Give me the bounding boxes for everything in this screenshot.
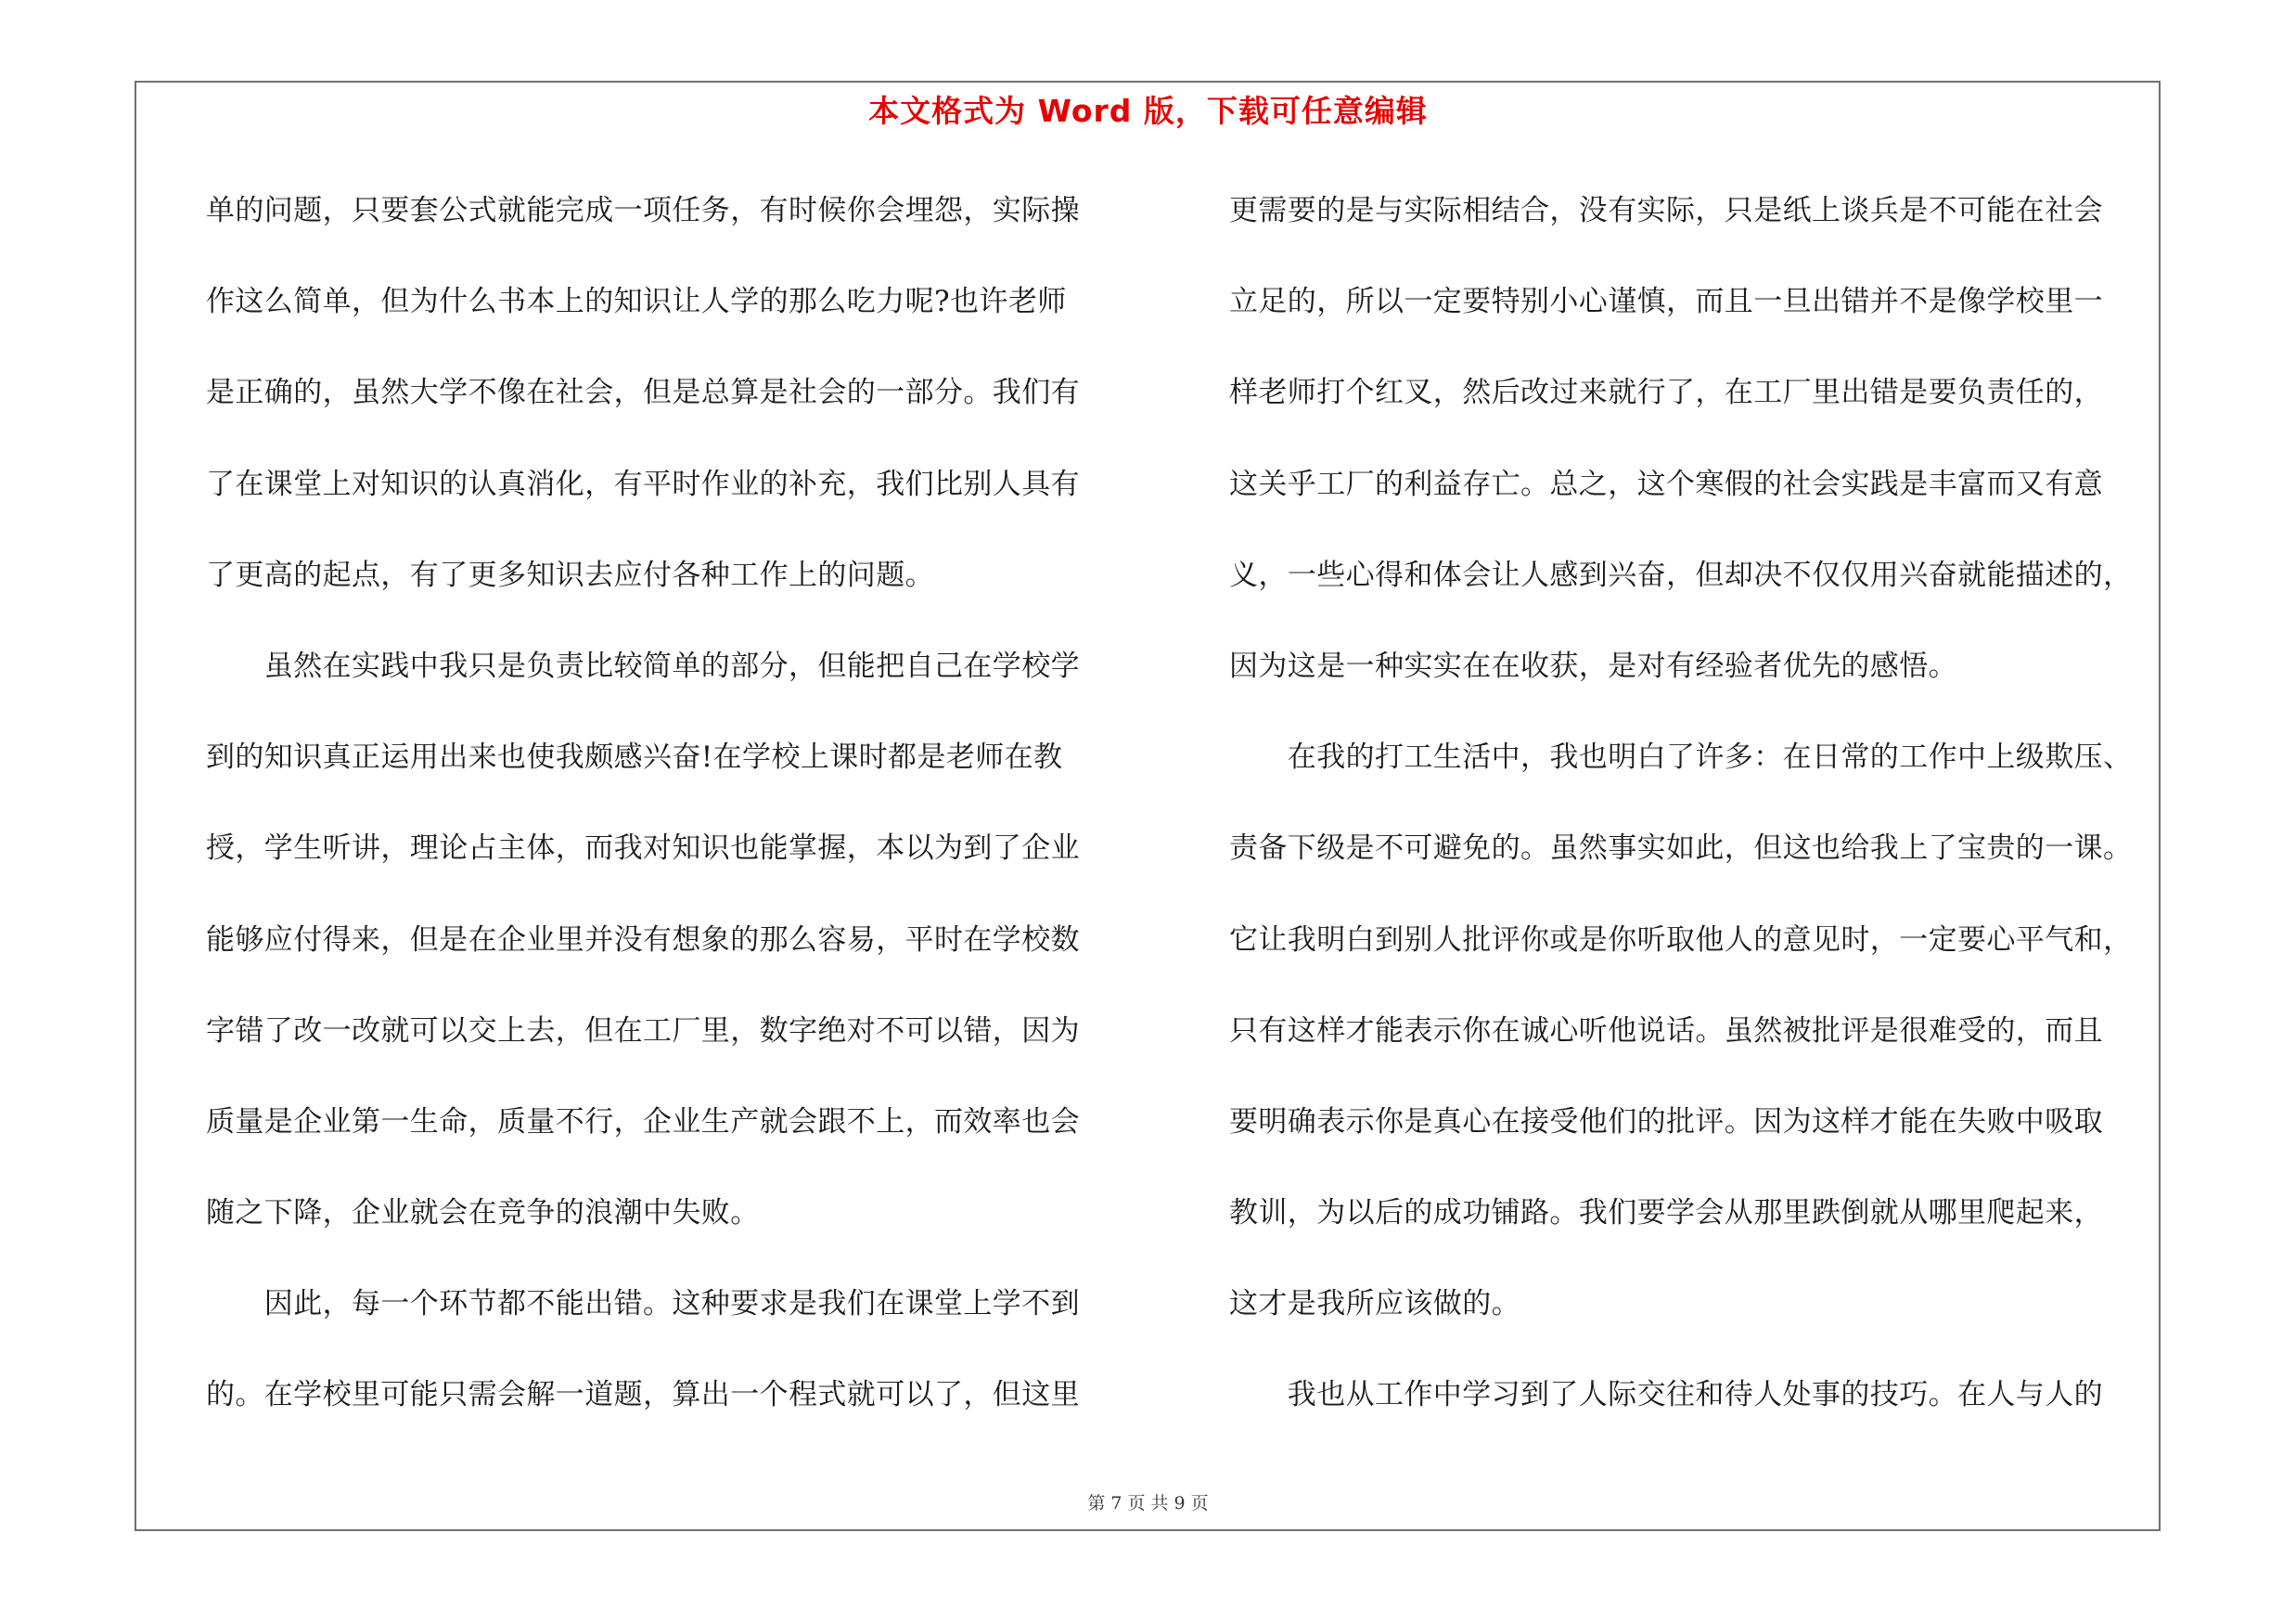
text-line: 在我的打工生活中，我也明白了许多：在日常的工作中上级欺压、 — [1229, 741, 2133, 775]
text-line: 的。在学校里可能只需会解一道题，算出一个程式就可以了，但这里 — [206, 1378, 1080, 1412]
text-line: 只有这样才能表示你在诚心听他说话。虽然被批评是很难受的，而且 — [1229, 1013, 2103, 1048]
text-line: 随之下降，企业就会在竞争的浪潮中失败。 — [206, 1196, 760, 1230]
text-line: 这才是我所应该做的。 — [1229, 1287, 1520, 1321]
text-line: 了在课堂上对知识的认真消化，有平时作业的补充，我们比别人具有 — [206, 467, 1080, 501]
text-line: 我也从工作中学习到了人际交往和待人处事的技巧。在人与人的 — [1229, 1378, 2103, 1412]
text-line: 作这么简单，但为什么书本上的知识让人学的那么吃力呢?也许老师 — [206, 285, 1067, 319]
text-line: 质量是企业第一生命，质量不行，企业生产就会跟不上，而效率也会 — [206, 1104, 1080, 1139]
text-line: 了更高的起点，有了更多知识去应付各种工作上的问题。 — [206, 558, 934, 592]
text-line: 因此，每一个环节都不能出错。这种要求是我们在课堂上学不到 — [206, 1287, 1080, 1321]
page-number: 第 7 页 共 9 页 — [1087, 1493, 1209, 1514]
text-line: 字错了改一改就可以交上去，但在工厂里，数字绝对不可以错，因为 — [206, 1013, 1080, 1048]
text-line: 单的问题，只要套公式就能完成一项任务，有时候你会埋怨，实际操 — [206, 194, 1080, 227]
text-line: 它让我明白到别人批评你或是你听取他人的意见时，一定要心平气和， — [1229, 922, 2133, 957]
right-text-column — [1229, 182, 2157, 1458]
text-line: 这关乎工厂的利益存亡。总之，这个寒假的社会实践是丰富而又有意 — [1229, 467, 2103, 501]
left-text-column — [206, 182, 1134, 1458]
text-line: 立足的，所以一定要特别小心谨慎，而且一旦出错并不是像学校里一 — [1229, 285, 2103, 319]
text-line: 教训，为以后的成功铺路。我们要学会从那里跌倒就从哪里爬起来， — [1229, 1196, 2103, 1230]
text-line: 虽然在实践中我只是负责比较简单的部分，但能把自己在学校学 — [206, 649, 1080, 683]
format-banner: 本文格式为 Word 版，下载可任意编辑 — [868, 93, 1428, 129]
text-line: 授，学生听讲，理论占主体，而我对知识也能掌握，本以为到了企业 — [206, 831, 1080, 866]
text-line: 能够应付得来，但是在企业里并没有想象的那么容易，平时在学校数 — [206, 922, 1080, 957]
text-line: 更需要的是与实际相结合，没有实际，只是纸上谈兵是不可能在社会 — [1229, 194, 2103, 227]
text-line: 因为这是一种实实在在收获，是对有经验者优先的感悟。 — [1229, 649, 1957, 683]
text-line: 样老师打个红叉，然后改过来就行了，在工厂里出错是要负责任的， — [1229, 376, 2103, 410]
text-line: 义，一些心得和体会让人感到兴奋，但却决不仅仅用兴奋就能描述的， — [1229, 558, 2133, 592]
text-line: 责备下级是不可避免的。虽然事实如此，但这也给我上了宝贵的一课。 — [1229, 831, 2133, 866]
text-line: 要明确表示你是真心在接受他们的批评。因为这样才能在失败中吸取 — [1229, 1104, 2103, 1139]
text-line: 是正确的，虽然大学不像在社会，但是总算是社会的一部分。我们有 — [206, 376, 1080, 410]
text-line: 到的知识真正运用出来也使我颇感兴奋!在学校上课时都是老师在教 — [206, 741, 1063, 775]
